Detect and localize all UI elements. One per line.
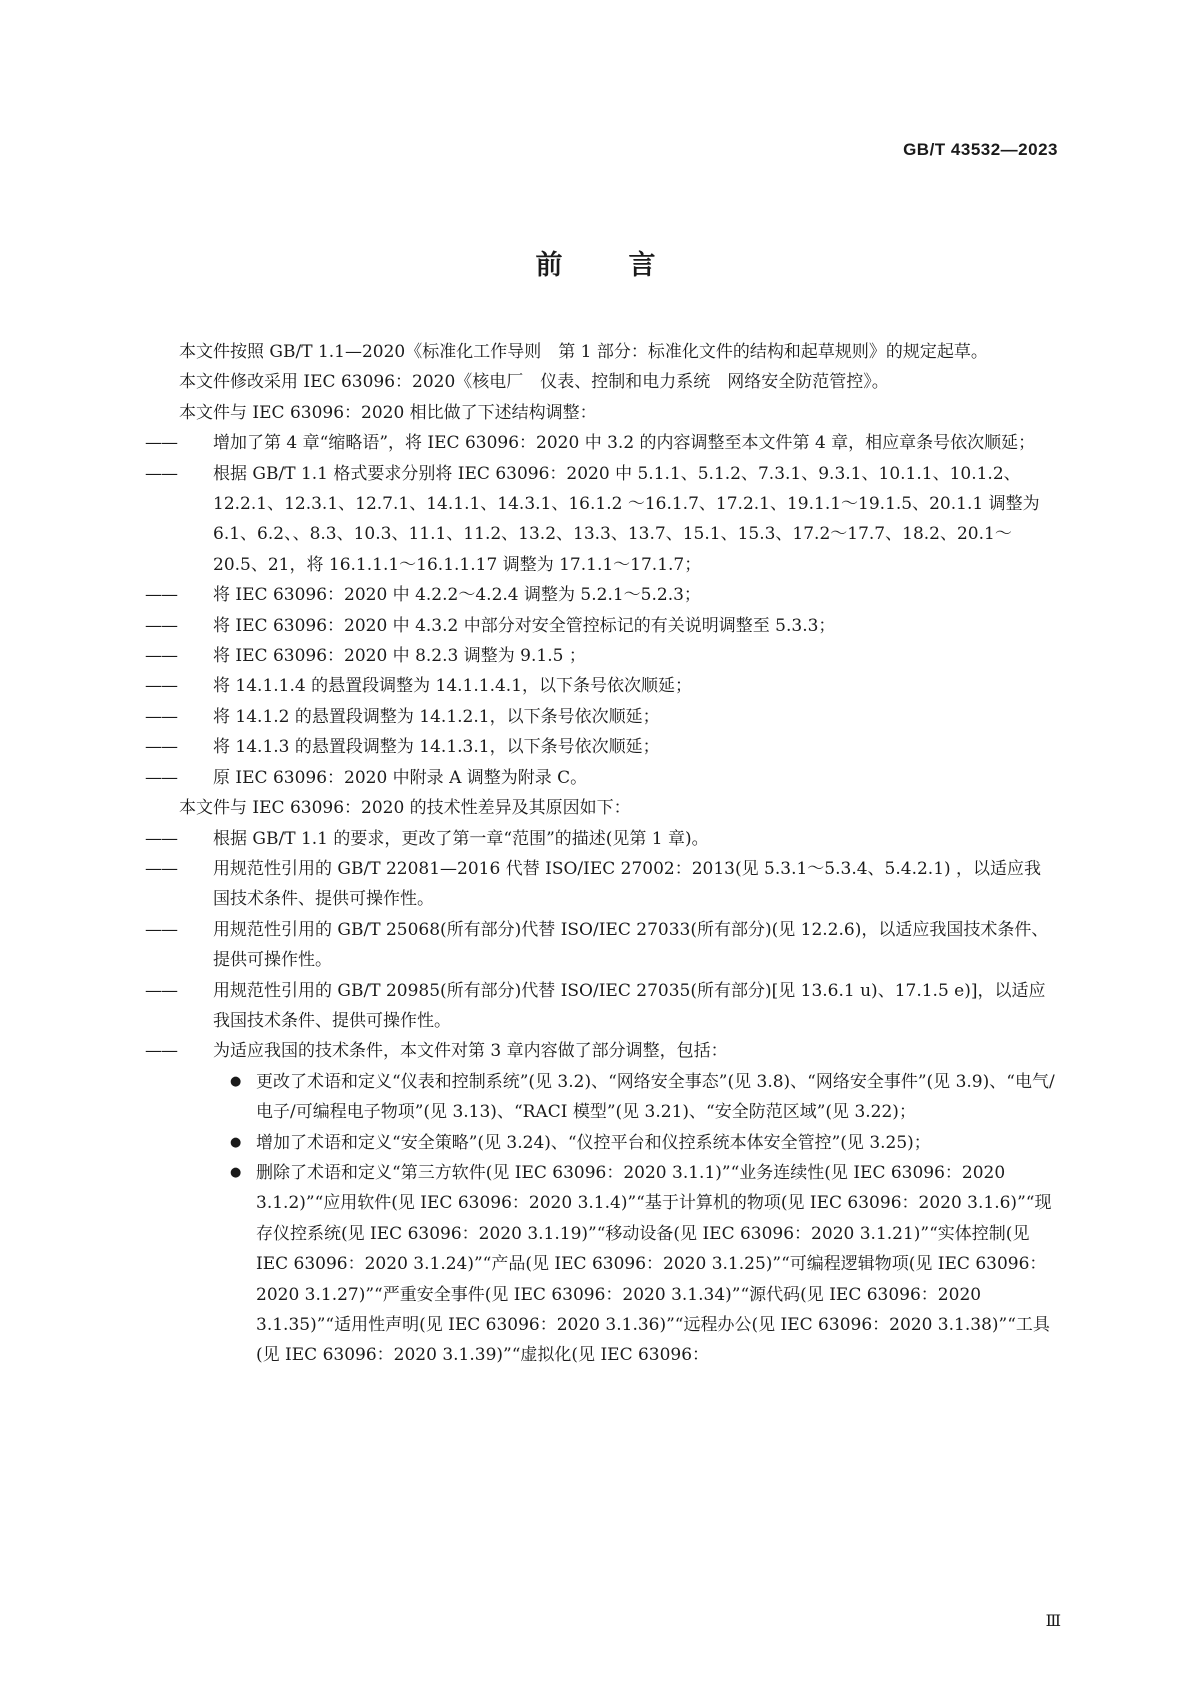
list-item-text: 将 IEC 63096：2020 中 4.3.2 中部分对安全管控标记的有关说明调整至 5.3.3； xyxy=(213,615,836,636)
list-item xyxy=(145,580,1058,610)
list-item xyxy=(145,915,1058,976)
foreword-body xyxy=(145,337,1058,1371)
list-item xyxy=(145,611,1058,641)
bullet-icon: ● xyxy=(230,1134,242,1150)
dash-marker: —— xyxy=(145,706,177,727)
page-number: Ⅲ xyxy=(1045,1613,1061,1630)
dash-marker: —— xyxy=(145,828,177,849)
bullet-icon: ● xyxy=(230,1073,242,1089)
list-item-text: 将 14.1.3 的悬置段调整为 14.1.3.1，以下条号依次顺延； xyxy=(213,737,660,758)
list-item xyxy=(145,671,1058,701)
bullet-item-text: 更改了术语和定义“仪表和控制系统”(见 3.2)、“网络安全事态”(见 3.8)、“网络安全事件”(见 3.9)、“电气/电子/可编程电子物项”(见 3.13)、“RACI 模型”(见 3.21)、“安全防范区域”(见 3.22)； xyxy=(256,1071,1055,1123)
dash-marker: —— xyxy=(145,767,177,788)
list-item-text: 将 IEC 63096：2020 中 8.2.3 调整为 9.1.5 ； xyxy=(213,646,586,667)
list-item xyxy=(145,428,1058,458)
list-item-text: 将 14.1.2 的悬置段调整为 14.1.2.1，以下条号依次顺延； xyxy=(213,706,660,727)
dash-marker: —— xyxy=(145,858,177,879)
dash-marker: —— xyxy=(145,646,177,667)
dash-marker: —— xyxy=(145,919,177,940)
list-item-text: 为适应我国的技术条件，本文件对第 3 章内容做了部分调整，包括： xyxy=(213,1041,728,1062)
paragraph-structure-intro: 本文件与 IEC 63096：2020 相比做了下述结构调整： xyxy=(179,402,597,423)
standard-code: GB/T 43532—2023 xyxy=(903,140,1058,159)
list-item-text: 将 14.1.1.4 的悬置段调整为 14.1.1.4.1，以下条号依次顺延； xyxy=(213,676,693,697)
bullet-item xyxy=(145,1128,1058,1158)
dash-marker: —— xyxy=(145,737,177,758)
bullet-item xyxy=(145,1067,1058,1128)
list-item xyxy=(145,854,1058,915)
list-item xyxy=(145,976,1058,1037)
dash-marker: —— xyxy=(145,1041,177,1062)
dash-marker: —— xyxy=(145,433,177,454)
bullet-item-text: 增加了术语和定义“安全策略”(见 3.24)、“仪控平台和仪控系统本体安全管控”(见 3.25)； xyxy=(256,1132,931,1153)
list-item-text: 根据 GB/T 1.1 的要求，更改了第一章“范围”的描述(见第 1 章)。 xyxy=(213,828,709,849)
paragraph-drafting-basis: 本文件按照 GB/T 1.1—2020《标准化工作导则 第 1 部分：标准化文件的结构和起草规则》的规定起草。 xyxy=(179,342,988,362)
list-item-text: 用规范性引用的 GB/T 25068(所有部分)代替 ISO/IEC 27033(所有部分)(见 12.2.6)，以适应我国技术条件、提供可操作性。 xyxy=(213,919,1049,971)
list-item-text: 将 IEC 63096：2020 中 4.2.2～4.2.4 调整为 5.2.1～5.2.3； xyxy=(213,585,701,606)
list-item xyxy=(145,702,1058,732)
bullet-icon: ● xyxy=(230,1164,242,1180)
list-item-text: 根据 GB/T 1.1 格式要求分别将 IEC 63096：2020 中 5.1.1、5.1.2、7.3.1、9.3.1、10.1.1、10.1.2、12.2.1、12.3.1、12.7.1、14.1.1、14.3.1、16.1.2 ～16.1.7、17.2.1、19.1.1～19.1.5、20.1.1 调整为 6.1、6.2、、8.3、10.3、11.1、11.2、13.2、13.3、13.7、15.1、15.3、17.2～17.7、18.2、20.1～20.5、21，将 16.1.1.1～16.1.1.17 调整为 17.1.1～17.1.7； xyxy=(213,463,1040,575)
bullet-item xyxy=(145,1158,1058,1371)
dash-marker: —— xyxy=(145,980,177,1001)
list-item xyxy=(145,641,1058,671)
dash-marker: —— xyxy=(145,463,177,484)
list-item-text: 原 IEC 63096：2020 中附录 A 调整为附录 C。 xyxy=(213,767,588,788)
bullet-item-text: 删除了术语和定义“第三方软件(见 IEC 63096：2020 3.1.1)”“业务连续性(见 IEC 63096：2020 3.1.2)”“应用软件(见 IEC 63096：2020 3.1.4)”“基于计算机的物项(见 IEC 63096：2020 3.1.6)”“现存仪控系统(见 IEC 63096：2020 3.1.19)”“移动设备(见 IEC 63096：2020 3.1.21)”“实体控制(见 IEC 63096：2020 3.1.24)”“产品(见 IEC 63096：2020 3.1.25)”“可编程逻辑物项(见 IEC 63096：2020 3.1.27)”“严重安全事件(见 IEC 63096：2020 3.1.34)”“源代码(见 IEC 63096：2020 3.1.35)”“适用性声明(见 IEC 63096：2020 3.1.36)”“远程办公(见 IEC 63096：2020 3.1.38)”“工具(见 IEC 63096：2020 3.1.39)”“虚拟化(见 IEC 63096： xyxy=(256,1162,1052,1366)
dash-marker: —— xyxy=(145,615,177,636)
list-item-text: 用规范性引用的 GB/T 22081—2016 代替 ISO/IEC 27002：2013(见 5.3.1～5.3.4、5.4.2.1) ，以适应我国技术条件、提供可操作性。 xyxy=(213,858,1042,910)
paragraph-adoption: 本文件修改采用 IEC 63096：2020《核电厂 仪表、控制和电力系统 网络安全防范管控》。 xyxy=(179,372,889,393)
dash-marker: —— xyxy=(145,676,177,697)
list-item xyxy=(145,732,1058,762)
list-item-text: 增加了第 4 章“缩略语”，将 IEC 63096：2020 中 3.2 的内容调整至本文件第 4 章，相应章条号依次顺延； xyxy=(213,433,1036,454)
list-item xyxy=(145,824,1058,854)
list-item xyxy=(145,459,1058,581)
list-item xyxy=(145,763,1058,793)
page-title: 前言 xyxy=(535,250,722,281)
dash-marker: —— xyxy=(145,585,177,606)
paragraph-differences-intro: 本文件与 IEC 63096：2020 的技术性差异及其原因如下： xyxy=(179,798,631,819)
list-item xyxy=(145,1036,1058,1066)
list-item-text: 用规范性引用的 GB/T 20985(所有部分)代替 ISO/IEC 27035(所有部分)[见 13.6.1 u)、17.1.5 e)]，以适应我国技术条件、提供可操作性。 xyxy=(213,980,1046,1031)
